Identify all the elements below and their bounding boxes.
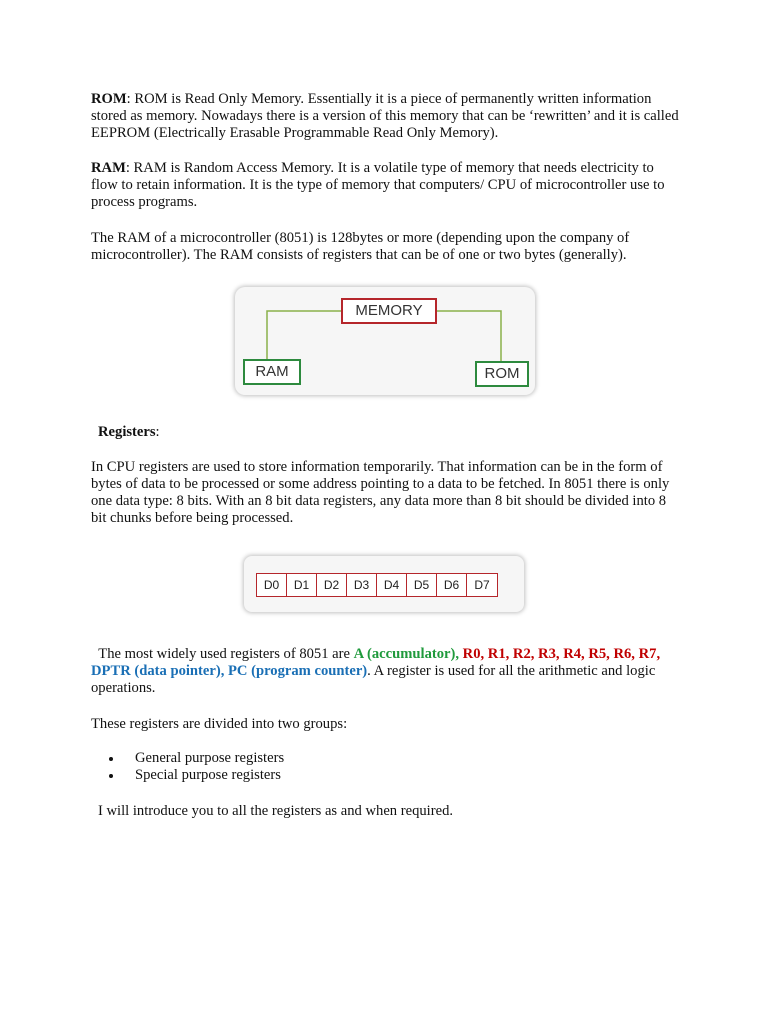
register-bit-d0: D0: [257, 574, 287, 596]
memory-box: MEMORY: [341, 298, 437, 324]
rom-definition: : ROM is Read Only Memory. Essentially it is a piece of permanently written information stored as memory. Nowadays there is a version of this memory that can be ‘rewritten’ and it is called EEPROM (Electrically Erasable Programmable Read Only Memory).: [91, 91, 679, 141]
ram-8051-paragraph: The RAM of a microcontroller (8051) is 128bytes or more (depending upon the company of microcontroller). The RAM consists of registers that can be of one or two bytes (generally).: [91, 230, 630, 263]
widely-used-suffix: . A register is used for all the arithmetic and logic operations.: [91, 663, 656, 696]
memory-diagram: [235, 287, 535, 395]
general-registers-text: R0, R1, R2, R3, R4, R5, R6, R7: [462, 646, 657, 662]
register-bit-d4: D4: [377, 574, 407, 596]
list-item: Special purpose registers: [135, 767, 284, 784]
special-registers-text: DPTR (data pointer), PC (program counter): [91, 663, 368, 679]
register-bit-diagram: [244, 556, 524, 612]
connector-memory-to-ram: [267, 311, 341, 359]
register-bit-d5: D5: [407, 574, 437, 596]
registers-heading-term: Registers: [98, 424, 156, 440]
register-bit-row: [256, 573, 498, 597]
register-bit-d1: D1: [287, 574, 317, 596]
connector-memory-to-rom: [437, 311, 501, 361]
ram-paragraph: [91, 160, 681, 211]
ram-term: RAM: [91, 160, 126, 176]
ram-box: RAM: [243, 359, 301, 385]
registers-heading-colon: :: [155, 424, 160, 440]
register-bit-d2: D2: [317, 574, 347, 596]
rom-term: ROM: [91, 91, 127, 107]
widely-used-prefix: The most widely used registers of 8051 are: [98, 646, 354, 662]
rom-paragraph: [91, 91, 681, 142]
register-groups-list: [91, 750, 284, 784]
list-item: General purpose registers: [135, 750, 285, 766]
widely-used-comma-2: ,: [656, 646, 661, 662]
accumulator-text: A (accumulator): [353, 646, 456, 662]
ram-definition: : RAM is Random Access Memory. It is a volatile type of memory that needs electricity to flow to retain information. It is the type of memory that computers/ CPU of microcontroller use to process programs.: [91, 160, 665, 210]
registers-heading: [98, 424, 688, 441]
rom-box: ROM: [475, 361, 529, 387]
register-bit-d6: D6: [437, 574, 467, 596]
widely-used-comma-1: ,: [455, 646, 463, 662]
register-bit-d3: D3: [347, 574, 377, 596]
closing-paragraph: I will introduce you to all the registers as and when required.: [98, 803, 454, 819]
register-bit-d7: D7: [467, 574, 497, 596]
groups-intro: These registers are divided into two groups:: [91, 716, 348, 732]
registers-paragraph: In CPU registers are used to store information temporarily. That information can be in the form of bytes of data to be processed or some address pointing to a data to be fetched. In 8051 there is only one data type: 8 bits. With an 8 bit data registers, any data more than 8 bit should be divided into 8 bit chunks before being processed.: [91, 459, 670, 526]
widely-used-paragraph: [91, 646, 681, 697]
